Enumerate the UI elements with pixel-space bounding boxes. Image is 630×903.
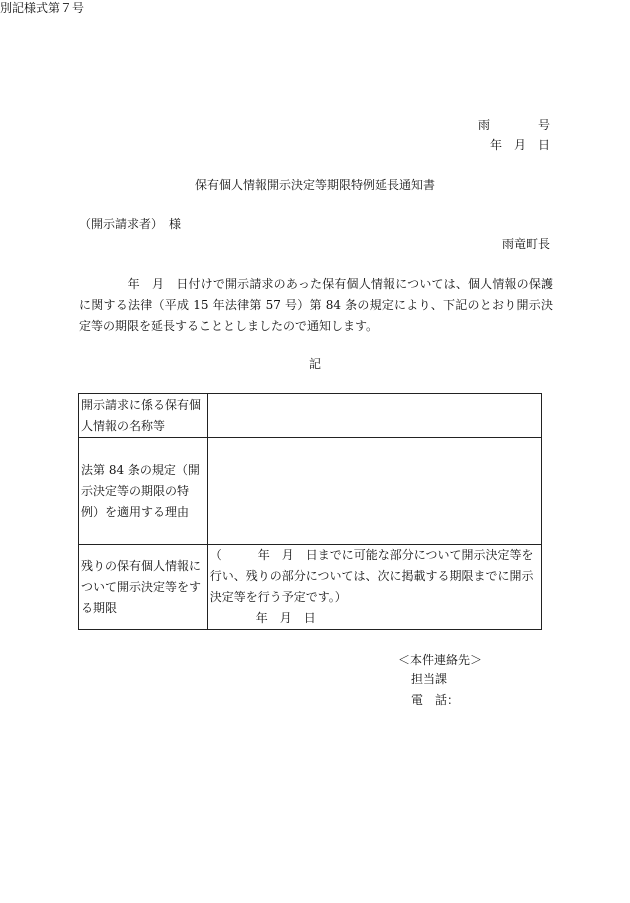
row-label-info-name: 開示請求に係る保有個人情報の名称等 xyxy=(79,394,208,438)
row-value-reason xyxy=(207,438,541,545)
document-number: 雨 号 xyxy=(477,118,550,132)
ki-heading: 記 xyxy=(308,357,321,371)
contact-department: 担当課 xyxy=(411,672,448,686)
row-label-deadline: 残りの保有個人情報について開示決定等をする期限 xyxy=(79,545,208,630)
table-row xyxy=(79,438,542,545)
row-label-reason: 法第 84 条の規定（開示決定等の期限の特例）を適用する理由 xyxy=(79,438,208,545)
row-value-info-name xyxy=(207,394,541,438)
deadline-text: （ 年 月 日までに可能な部分について開示決定等を行い、残りの部分については、次に掲載する期限までに開示決定等を行う予定です。） xyxy=(209,548,534,604)
sender: 雨竜町長 xyxy=(501,237,550,251)
table-row xyxy=(79,545,542,630)
addressee: （開示請求者） 様 xyxy=(79,217,182,231)
details-table xyxy=(78,393,542,630)
document-date: 年 月 日 xyxy=(489,138,550,152)
deadline-date: 年 月 日 xyxy=(255,611,316,625)
table-row xyxy=(79,394,542,438)
contact-title: ＜本件連絡先＞ xyxy=(398,653,483,667)
form-number: 別記様式第７号 xyxy=(0,1,85,15)
contact-telephone: 電 話： xyxy=(411,693,460,707)
document-title: 保有個人情報開示決定等期限特例延長通知書 xyxy=(194,178,435,192)
body-paragraph: 年 月 日付けで開示請求のあった保有個人情報については、個人情報の保護に関する法律（平成 15 年法律第 57 号）第 84 条の規定により、下記のとおり開示決定等の期限を延長することとしましたので通知します。 xyxy=(79,277,553,333)
row-value-deadline xyxy=(207,545,541,630)
